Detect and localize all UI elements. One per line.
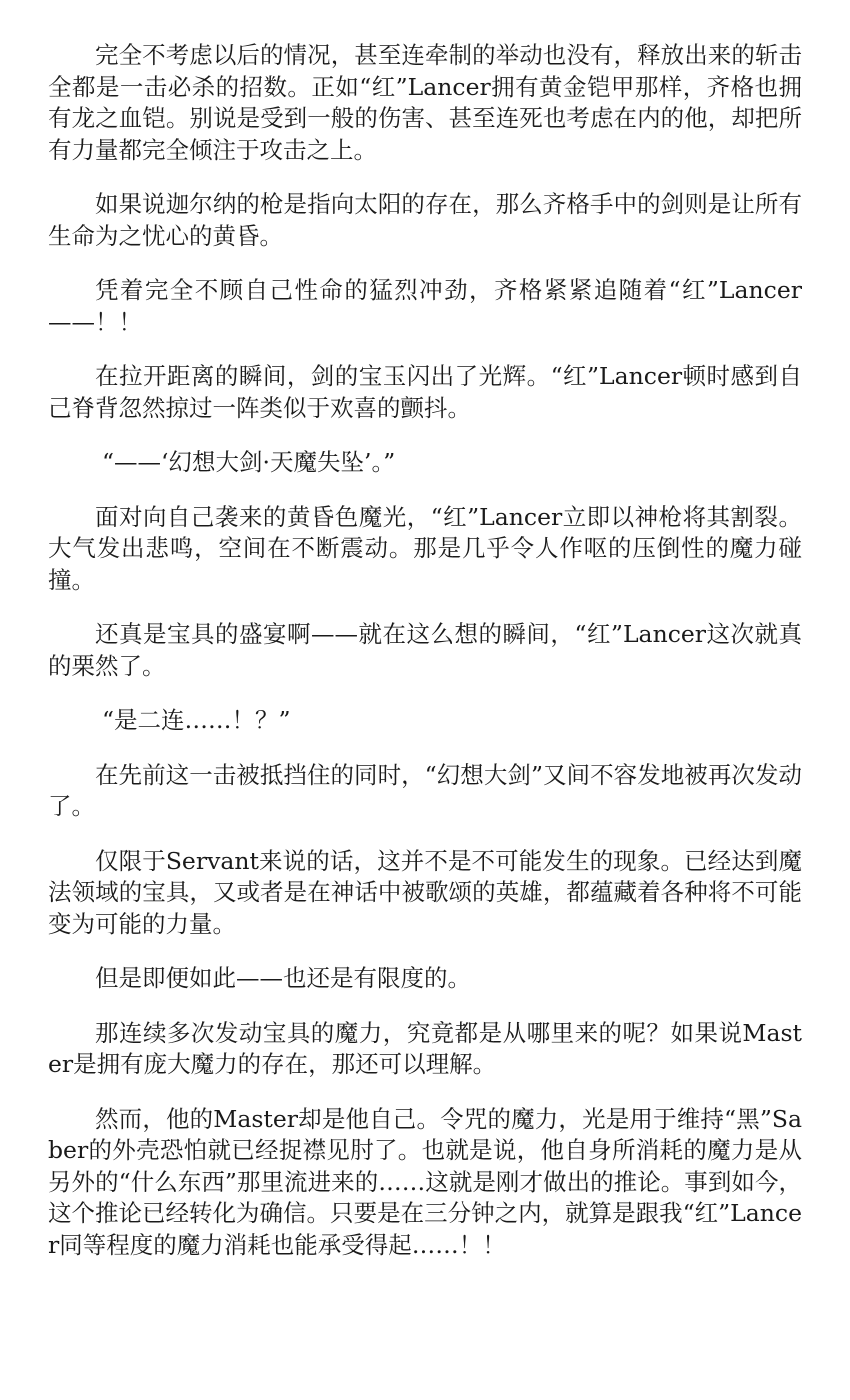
paragraph-4: 在拉开距离的瞬间，剑的宝玉闪出了光辉。“红”Lancer顿时感到自己脊背忽然掠过一阵类似于欢喜的颤抖。 — [48, 362, 802, 422]
paragraph-9: 在先前这一击被抵挡住的同时，“幻想大剑”又间不容发地被再次发动了。 — [48, 760, 802, 820]
document-page — [48, 40, 802, 1284]
paragraph-2: 如果说迦尔纳的枪是指向太阳的存在，那么齐格手中的剑则是让所有生命为之忧心的黄昏。 — [48, 190, 802, 250]
paragraph-11: 但是即便如此——也还是有限度的。 — [95, 964, 471, 992]
paragraph-3: 凭着完全不顾自己性命的猛烈冲劲，齐格紧紧追随着“红”Lancer——！！ — [48, 276, 802, 336]
paragraph-7: 还真是宝具的盛宴啊——就在这么想的瞬间，“红”Lancer这次就真的栗然了。 — [48, 620, 802, 680]
paragraph-5-dialogue: “——‘幻想大剑·天魔失坠’。” — [102, 448, 396, 476]
paragraph-10: 仅限于Servant来说的话，这并不是不可能发生的现象。已经达到魔法领域的宝具，又或者是在神话中被歌颂的英雄，都蕴藏着各种将不可能变为可能的力量。 — [48, 846, 802, 938]
paragraph-8-dialogue: “是二连……！？” — [102, 706, 291, 734]
paragraph-13: 然而，他的Master却是他自己。令咒的魔力，光是用于维持“黑”Saber的外壳恐怕就已经捉襟见肘了。也就是说，他自身所消耗的魔力是从另外的“什么东西”那里流进来的……这就是刚才做出的推论。事到如今，这个推论已经转化为确信。只要是在三分钟之内，就算是跟我“红”Lancer同等程度的魔力消耗也能承受得起……！！ — [48, 1104, 802, 1259]
paragraph-12: 那连续多次发动宝具的魔力，究竟都是从哪里来的呢？如果说Master是拥有庞大魔力的存在，那还可以理解。 — [48, 1018, 802, 1078]
paragraph-6: 面对向自己袭来的黄昏色魔光，“红”Lancer立即以神枪将其割裂。大气发出悲鸣，空间在不断震动。那是几乎令人作呕的压倒性的魔力碰撞。 — [48, 502, 802, 594]
paragraph-1: 完全不考虑以后的情况，甚至连牵制的举动也没有，释放出来的斩击全都是一击必杀的招数。正如“红”Lancer拥有黄金铠甲那样，齐格也拥有龙之血铠。别说是受到一般的伤害、甚至连死也考虑在内的他，却把所有力量都完全倾注于攻击之上。 — [48, 41, 802, 164]
